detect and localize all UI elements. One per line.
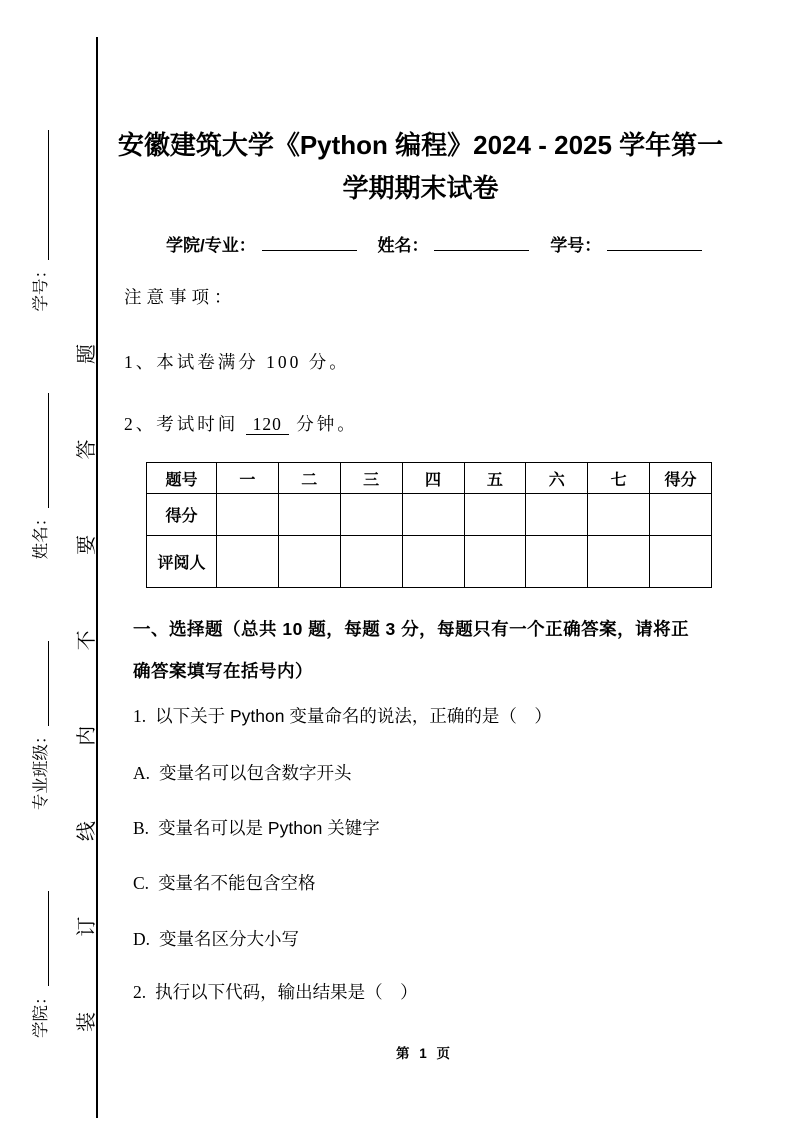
score-table-empty-cell: [278, 494, 340, 536]
seal-char: 线: [75, 821, 98, 842]
info-field-blank: [262, 234, 357, 251]
page-footer: [56, 1042, 793, 1062]
score-table-header-cell: 得分: [650, 463, 712, 494]
binding-field-label: 专业班级：: [30, 727, 50, 811]
binding-field-label: 学院：: [30, 988, 50, 1038]
section-heading-line-1: 一、选择题（总共 10 题，每题 3 分，每题只有一个正确答案，请将正: [133, 619, 690, 639]
seal-char: 不: [75, 630, 98, 651]
score-table-empty-cell: [588, 536, 650, 588]
score-table-empty-cell: [464, 494, 526, 536]
binding-field-blank: [33, 641, 50, 726]
score-table-header-cell: 一: [217, 463, 279, 494]
seal-char: 要: [75, 534, 98, 555]
option-text: 变量名不能包含空格: [158, 873, 316, 893]
score-table-empty-cell: [402, 494, 464, 536]
score-table-header-cell: 三: [340, 463, 402, 494]
binding-field-label: 学号：: [30, 262, 50, 312]
binding-field-blank: [33, 892, 50, 987]
exam-duration-value: 120: [246, 414, 289, 435]
score-table-header-cell: 六: [526, 463, 588, 494]
score-table-empty-cell: [340, 494, 402, 536]
score-table-header-cell: 五: [464, 463, 526, 494]
title-line-1: 安徽建筑大学《Python 编程》2024 - 2025 学年第一: [117, 130, 724, 160]
student-info-row: [166, 231, 718, 256]
info-field-label: 学院/专业：: [166, 236, 256, 255]
notice-item-1: 1、本试卷满分 100 分。: [124, 352, 350, 372]
option-text: 变量名可以包含数字开头: [159, 763, 352, 783]
notice-item-2: [124, 411, 358, 436]
question-text: 以下关于 Python 变量命名的说法，正确的是（ ）: [155, 706, 552, 726]
question-text: 执行以下代码，输出结果是（ ）: [155, 982, 418, 1002]
question-number: 2.: [133, 982, 147, 1002]
score-table-score-row: [147, 494, 712, 536]
question-1-option-d: [133, 926, 733, 951]
score-table-empty-cell: [526, 536, 588, 588]
info-field-college-major: [166, 236, 361, 255]
score-table-empty-cell: [464, 536, 526, 588]
binding-field-major-class: [30, 641, 50, 811]
question-1-option-c: [133, 870, 733, 895]
score-table-empty-cell: [588, 494, 650, 536]
score-table-empty-cell: [650, 494, 712, 536]
info-field-blank: [607, 234, 702, 251]
score-table-header-cell: 四: [402, 463, 464, 494]
question-number: 1.: [133, 706, 147, 726]
question-1-option-a: [133, 760, 733, 785]
binding-field-name: [30, 393, 50, 560]
option-label: D.: [133, 929, 151, 949]
score-table-row-label: 得分: [147, 494, 217, 536]
section-one-heading: [133, 608, 723, 692]
score-table-header-cell: 七: [588, 463, 650, 494]
info-field-label: 学号：: [550, 236, 602, 255]
section-heading-line-2: 确答案填写在括号内）: [133, 661, 313, 681]
option-text: 变量名区分大小写: [159, 929, 300, 949]
seal-char: 题: [75, 344, 98, 365]
question-2: [133, 979, 733, 1004]
question-1: [133, 703, 733, 728]
info-field-blank: [434, 234, 529, 251]
info-field-name: [377, 236, 534, 255]
seal-text-column: [70, 344, 98, 1032]
score-table-rater-row: [147, 536, 712, 588]
info-field-label: 姓名：: [377, 236, 429, 255]
score-table-empty-cell: [278, 536, 340, 588]
score-table-empty-cell: [340, 536, 402, 588]
score-table-header-row: [147, 463, 712, 494]
info-field-student-id: [550, 236, 702, 255]
option-label: B.: [133, 818, 150, 838]
binding-field-label: 姓名：: [30, 509, 50, 560]
page-number: 第 1 页: [395, 1046, 453, 1061]
score-table: [146, 462, 712, 588]
score-table-row-label: 评阅人: [147, 536, 217, 588]
seal-char: 订: [75, 916, 98, 937]
seal-char: 内: [75, 725, 98, 746]
option-label: C.: [133, 873, 150, 893]
binding-info-strip: [18, 130, 64, 1038]
notice-item-2-prefix: 2、考试时间: [124, 414, 239, 434]
seal-char: 答: [75, 439, 98, 460]
title-line-2: 学期期末试卷: [342, 173, 499, 203]
option-label: A.: [133, 763, 151, 783]
score-table-empty-cell: [217, 494, 279, 536]
notice-item-2-suffix: 分钟。: [296, 414, 358, 434]
binding-field-blank: [33, 130, 50, 260]
question-1-option-b: [133, 815, 733, 840]
option-text: 变量名可以是 Python 关键字: [158, 818, 380, 838]
seal-char: 装: [75, 1012, 98, 1032]
score-table-header-cell: 题号: [147, 463, 217, 494]
notice-heading: 注意事项：: [124, 287, 237, 307]
score-table-empty-cell: [526, 494, 588, 536]
score-table-empty-cell: [650, 536, 712, 588]
binding-field-college: [30, 892, 50, 1039]
score-table-empty-cell: [217, 536, 279, 588]
binding-field-blank: [33, 393, 50, 508]
page-title: [106, 124, 735, 210]
binding-field-student-id: [30, 130, 50, 312]
score-table-empty-cell: [402, 536, 464, 588]
score-table-header-cell: 二: [278, 463, 340, 494]
